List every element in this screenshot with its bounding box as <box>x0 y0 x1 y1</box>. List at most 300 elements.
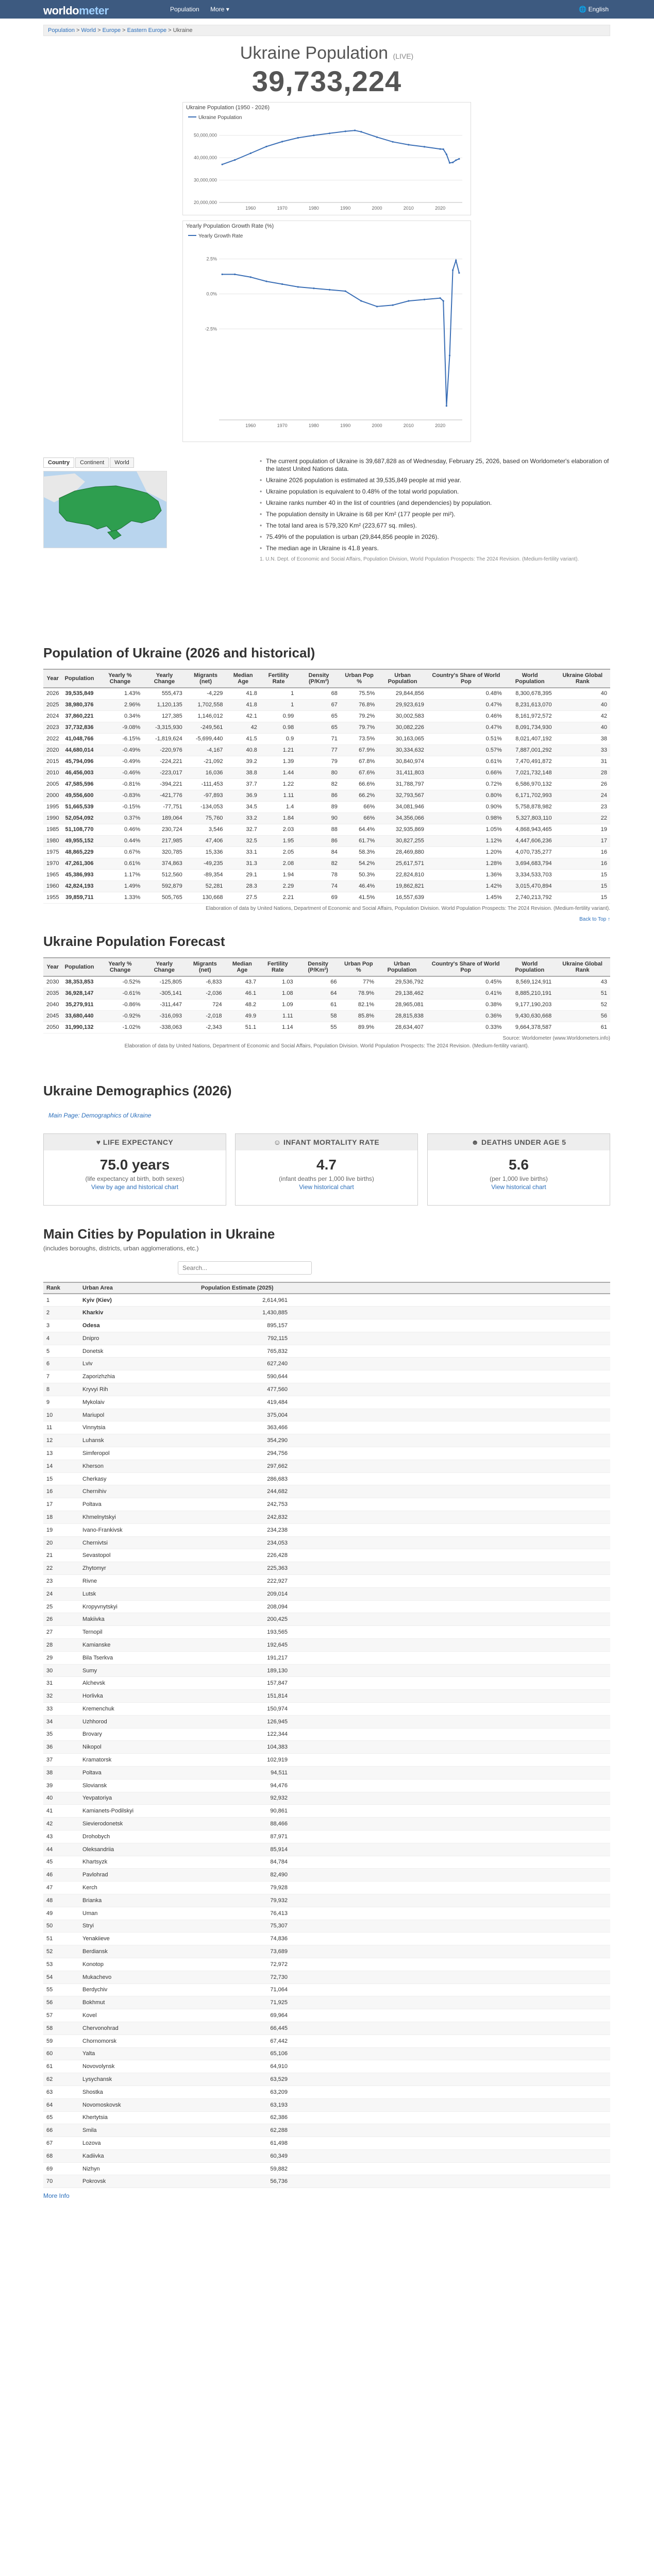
table-cell: 505,765 <box>143 892 185 903</box>
city-population: 73,689 <box>198 1945 291 1958</box>
city-rank: 66 <box>43 2124 79 2137</box>
breadcrumb-eastern-europe[interactable]: Eastern Europe <box>127 27 167 33</box>
table-row <box>43 1010 610 1022</box>
city-name: Kamianske <box>79 1639 198 1652</box>
table-cell: 0.38% <box>427 999 505 1010</box>
table-cell: 42 <box>226 722 260 733</box>
table-cell: 38,980,376 <box>62 699 96 710</box>
table-cell: 1.17% <box>97 869 144 880</box>
table-cell: 28,469,880 <box>378 846 427 858</box>
city-name: Kramatorsk <box>79 1754 198 1767</box>
table-cell: 2022 <box>43 733 62 744</box>
table-cell: -0.52% <box>97 976 144 988</box>
infant-mortality-link[interactable]: View historical chart <box>299 1183 354 1191</box>
city-name: Shostka <box>79 2086 198 2098</box>
table-cell: -2,343 <box>185 1022 225 1033</box>
table-cell: -77,751 <box>143 801 185 812</box>
city-rank: 23 <box>43 1575 79 1588</box>
city-name: Zhytomyr <box>79 1562 198 1575</box>
city-name: Lviv <box>79 1358 198 1370</box>
table-row <box>43 2111 610 2124</box>
table-cell: -311,447 <box>144 999 185 1010</box>
fc-header: Urban Population <box>377 958 427 976</box>
table-cell: 1.11 <box>259 1010 296 1022</box>
demographics-cards <box>43 1133 610 1206</box>
fact-share: • Ukraine population is equivalent to 0.48% of the total world population. <box>260 488 610 496</box>
city-name: Uzhhorod <box>79 1715 198 1728</box>
tab-continent[interactable]: Continent <box>75 457 109 468</box>
table-cell: 38 <box>555 733 610 744</box>
table-cell: 3,546 <box>186 824 226 835</box>
city-population: 765,832 <box>198 1345 291 1358</box>
data-point <box>449 354 450 356</box>
table-cell: 0.47% <box>427 722 505 733</box>
table-row <box>43 1945 610 1958</box>
data-point <box>360 131 362 132</box>
data-point <box>443 300 444 301</box>
table-cell: 66% <box>341 801 378 812</box>
table-cell: 7,887,001,292 <box>505 744 555 756</box>
table-cell: 1.21 <box>260 744 297 756</box>
table-cell: 65 <box>297 710 341 722</box>
table-cell: 724 <box>185 999 225 1010</box>
table-cell: 0.90% <box>427 801 505 812</box>
city-name: Uman <box>79 1907 198 1920</box>
table-cell: 2040 <box>43 999 62 1010</box>
data-point <box>392 141 394 143</box>
table-cell: 39,535,849 <box>62 688 96 699</box>
cities-table <box>43 1282 610 2188</box>
city-name: Chernivtsi <box>79 1536 198 1549</box>
population-chart-svg <box>183 113 471 214</box>
table-cell: 38.8 <box>226 767 260 778</box>
table-cell: 0.80% <box>427 790 505 801</box>
city-name: Kharkiv <box>79 1307 198 1319</box>
city-population: 226,428 <box>198 1549 291 1562</box>
table-cell: 64.4% <box>341 824 378 835</box>
table-cell: 40 <box>555 699 610 710</box>
table-cell: 41.8 <box>226 688 260 699</box>
city-population: 104,383 <box>198 1741 291 1754</box>
table-cell: 28,634,407 <box>377 1022 427 1033</box>
table-row <box>43 1523 610 1536</box>
table-cell: 1.20% <box>427 846 505 858</box>
more-info-link[interactable]: More Info <box>43 2192 70 2200</box>
city-population: 2,614,961 <box>198 1294 291 1307</box>
table-row <box>43 1421 610 1434</box>
deaths-under-5-value: 5.6 <box>509 1157 529 1173</box>
col-urban-area[interactable]: Urban Area <box>79 1282 198 1294</box>
fact-current: • The current population of Ukraine is 39,687,828 as of Wednesday, February 25, 2026, based on Worldometer's elaboration of the latest United Nations data. <box>260 457 610 473</box>
y-tick-label: 30,000,000 <box>193 177 217 183</box>
table-cell: 67.8% <box>341 756 378 767</box>
table-cell: -0.61% <box>97 988 144 999</box>
table-cell: 52,281 <box>186 880 226 892</box>
city-name: Luhansk <box>79 1434 198 1447</box>
city-population: 192,645 <box>198 1639 291 1652</box>
table-row <box>43 1370 610 1383</box>
table-cell: 77 <box>297 744 341 756</box>
city-rank: 32 <box>43 1690 79 1703</box>
table-cell: -111,453 <box>186 778 226 790</box>
x-tick-label: 2000 <box>372 423 382 428</box>
table-row <box>43 1511 610 1524</box>
table-cell: -224,221 <box>143 756 185 767</box>
table-row <box>43 1677 610 1690</box>
city-name: Rivne <box>79 1575 198 1588</box>
table-cell: 48,865,229 <box>62 846 96 858</box>
table-cell: 46.1 <box>225 988 260 999</box>
table-cell: 0.72% <box>427 778 505 790</box>
deaths-under-5-link[interactable]: View historical chart <box>491 1183 546 1191</box>
table-cell: -1.02% <box>97 1022 144 1033</box>
tab-world[interactable]: World <box>110 457 134 468</box>
table-cell: 16,036 <box>186 767 226 778</box>
city-name: Simferopol <box>79 1447 198 1460</box>
table-row <box>43 1639 610 1652</box>
table-cell: 26 <box>555 778 610 790</box>
table-cell: 189,064 <box>143 812 185 824</box>
table-cell: 2023 <box>43 722 62 733</box>
breadcrumb-population[interactable]: Population <box>48 27 75 33</box>
table-cell: 77% <box>340 976 378 988</box>
table-cell: 1.95 <box>260 835 297 846</box>
city-population: 286,683 <box>198 1472 291 1485</box>
city-population: 1,430,885 <box>198 1307 291 1319</box>
breadcrumb-current: Ukraine <box>173 27 193 33</box>
table-cell: 17 <box>555 835 610 846</box>
city-population: 63,529 <box>198 2073 291 2086</box>
table-cell: 2010 <box>43 767 62 778</box>
table-cell: -316,093 <box>144 1010 185 1022</box>
table-cell: 67.9% <box>341 744 378 756</box>
table-cell: -305,141 <box>144 988 185 999</box>
table-cell: 28 <box>555 767 610 778</box>
data-point <box>449 162 450 164</box>
table-row <box>43 1307 610 1319</box>
table-cell: 1.28% <box>427 858 505 869</box>
demographics-main-link[interactable]: Main Page: Demographics of Ukraine <box>48 1112 152 1119</box>
city-population: 354,290 <box>198 1434 291 1447</box>
table-cell: 56 <box>555 1010 610 1022</box>
fc-header: Country's Share of World Pop <box>427 958 505 976</box>
table-cell: 2020 <box>43 744 62 756</box>
table-cell: 84 <box>297 846 341 858</box>
table-row <box>43 858 610 869</box>
table-cell: 89.9% <box>340 1022 378 1033</box>
city-rank: 55 <box>43 1984 79 1996</box>
data-point <box>281 141 283 142</box>
fc-header: Year <box>43 958 62 976</box>
fc-header: Fertility Rate <box>259 958 296 976</box>
table-cell: 9,177,190,203 <box>505 999 555 1010</box>
city-name: Poltava <box>79 1766 198 1779</box>
hist-header: Ukraine Global Rank <box>555 669 610 688</box>
table-cell: 46,456,003 <box>62 767 96 778</box>
table-cell: 41,048,766 <box>62 733 96 744</box>
city-population: 88,466 <box>198 1818 291 1831</box>
fact-median-age: • The median age in Ukraine is 41.8 years. <box>260 545 610 552</box>
table-cell: 1.36% <box>427 869 505 880</box>
table-cell: -4,167 <box>186 744 226 756</box>
table-cell: 54.2% <box>341 858 378 869</box>
table-cell: 2.96% <box>97 699 144 710</box>
data-point <box>392 304 394 306</box>
table-cell: 74 <box>297 880 341 892</box>
city-rank: 9 <box>43 1396 79 1409</box>
x-tick-label: 2000 <box>372 206 382 211</box>
city-population: 225,363 <box>198 1562 291 1575</box>
data-point <box>376 306 378 307</box>
table-cell: 1970 <box>43 858 62 869</box>
data-point <box>297 137 299 139</box>
table-cell: 16 <box>555 858 610 869</box>
breadcrumb-europe[interactable]: Europe <box>102 27 121 33</box>
city-population: 69,964 <box>198 2009 291 2022</box>
table-cell: 66% <box>341 812 378 824</box>
city-population: 64,910 <box>198 2060 291 2073</box>
hist-header: Urban Population <box>378 669 427 688</box>
table-cell: 3,334,533,703 <box>505 869 555 880</box>
table-row <box>43 1294 610 1307</box>
table-row <box>43 892 610 903</box>
city-rank: 27 <box>43 1626 79 1639</box>
table-cell: 2005 <box>43 778 62 790</box>
table-row <box>43 699 610 710</box>
table-cell: 0.34% <box>97 710 144 722</box>
table-cell: 1955 <box>43 892 62 903</box>
table-cell: 34,356,066 <box>378 812 427 824</box>
table-cell: 51 <box>555 988 610 999</box>
table-cell: 65 <box>297 722 341 733</box>
city-rank: 67 <box>43 2137 79 2150</box>
table-cell: 0.57% <box>427 744 505 756</box>
nav-population[interactable]: Population <box>170 6 199 13</box>
table-cell: 58.3% <box>341 846 378 858</box>
child-icon: ☻ <box>471 1138 479 1146</box>
table-cell: 51,665,539 <box>62 801 96 812</box>
table-cell: 1.33% <box>97 892 144 903</box>
table-cell: 1,702,558 <box>186 699 226 710</box>
city-name: Yalta <box>79 2047 198 2060</box>
city-rank: 39 <box>43 1779 79 1792</box>
table-cell: -3,315,930 <box>143 722 185 733</box>
table-cell: 69 <box>297 892 341 903</box>
data-point <box>329 132 330 134</box>
city-name: Bila Tserkva <box>79 1651 198 1664</box>
nav-more[interactable]: More ▾ <box>210 6 229 13</box>
table-cell: 79.7% <box>341 722 378 733</box>
city-name: Pokrovsk <box>79 2175 198 2188</box>
table-cell: 1.12% <box>427 835 505 846</box>
city-name: Berdiansk <box>79 1945 198 1958</box>
city-rank: 5 <box>43 1345 79 1358</box>
city-rank: 62 <box>43 2073 79 2086</box>
city-rank: 64 <box>43 2098 79 2111</box>
table-cell: 45,386,993 <box>62 869 96 880</box>
forecast-section-title: Ukraine Population Forecast <box>43 934 225 949</box>
table-cell: 39.2 <box>226 756 260 767</box>
data-point <box>234 274 236 275</box>
city-population: 242,832 <box>198 1511 291 1524</box>
table-cell: 37.7 <box>226 778 260 790</box>
fc-header: Urban Pop % <box>340 958 378 976</box>
city-rank: 56 <box>43 1996 79 2009</box>
table-cell: 37,860,221 <box>62 710 96 722</box>
city-rank: 36 <box>43 1741 79 1754</box>
table-cell: 0.36% <box>427 1010 505 1022</box>
city-population: 242,753 <box>198 1498 291 1511</box>
table-cell: 2026 <box>43 688 62 699</box>
table-row <box>43 846 610 858</box>
table-cell: 1.05% <box>427 824 505 835</box>
city-name: Sievierodonetsk <box>79 1818 198 1831</box>
city-rank: 49 <box>43 1907 79 1920</box>
table-cell: 1.84 <box>260 812 297 824</box>
city-rank: 40 <box>43 1792 79 1805</box>
table-row <box>43 1600 610 1613</box>
table-row <box>43 1741 610 1754</box>
table-cell: 35,279,911 <box>62 999 96 1010</box>
table-cell: 2.08 <box>260 858 297 869</box>
table-row <box>43 1434 610 1447</box>
city-name: Nizhyn <box>79 2162 198 2175</box>
fc-header: Population <box>62 958 96 976</box>
city-rank: 60 <box>43 2047 79 2060</box>
ukraine-map[interactable] <box>43 471 167 548</box>
city-population: 82,490 <box>198 1869 291 1882</box>
table-cell: 42.1 <box>226 710 260 722</box>
table-cell: 30,163,065 <box>378 733 427 744</box>
table-cell: 46.4% <box>341 880 378 892</box>
col-population[interactable]: Population Estimate (2025) <box>198 1282 291 1294</box>
table-cell: 2024 <box>43 710 62 722</box>
table-cell: 9,430,630,668 <box>505 1010 555 1022</box>
city-name: Brovary <box>79 1728 198 1741</box>
table-cell: 1960 <box>43 880 62 892</box>
table-cell: 33,680,440 <box>62 1010 96 1022</box>
table-cell: 1,146,012 <box>186 710 226 722</box>
table-row <box>43 1472 610 1485</box>
cities-table-wrap <box>43 1282 610 2199</box>
infant-mortality-value: 4.7 <box>316 1157 337 1173</box>
map-tabs <box>43 457 135 468</box>
city-rank: 43 <box>43 1830 79 1843</box>
table-cell: 6,586,970,132 <box>505 778 555 790</box>
life-expectancy-link[interactable]: View by age and historical chart <box>91 1183 179 1191</box>
table-cell: 23 <box>555 801 610 812</box>
col-rank[interactable]: Rank <box>43 1282 79 1294</box>
table-cell: 3,694,683,794 <box>505 858 555 869</box>
city-rank: 7 <box>43 1370 79 1383</box>
table-cell: 1.44 <box>260 767 297 778</box>
data-point <box>452 162 454 163</box>
city-name: Ternopil <box>79 1626 198 1639</box>
table-cell: 1975 <box>43 846 62 858</box>
fc-header: Density (P/Km²) <box>296 958 340 976</box>
hist-header: World Population <box>505 669 555 688</box>
table-cell: 36.9 <box>226 790 260 801</box>
card-deaths-under-5: ☻ DEATHS UNDER AGE 5 5.6 (per 1,000 live births) View historical chart <box>427 1133 610 1206</box>
x-tick-label: 1990 <box>340 423 351 428</box>
table-row <box>43 1485 610 1498</box>
city-population: 79,932 <box>198 1894 291 1907</box>
data-point <box>443 148 444 150</box>
table-cell: 68 <box>297 688 341 699</box>
table-cell: -249,561 <box>186 722 226 733</box>
table-row <box>43 733 610 744</box>
y-tick-label: 40,000,000 <box>193 155 217 161</box>
table-cell: 64 <box>296 988 340 999</box>
top-bar <box>0 0 654 19</box>
table-cell: 0.46% <box>97 824 144 835</box>
table-cell: -6.15% <box>97 733 144 744</box>
table-cell: 1.08 <box>259 988 296 999</box>
table-row <box>43 1754 610 1767</box>
table-cell: 127,385 <box>143 710 185 722</box>
table-cell: 512,560 <box>143 869 185 880</box>
table-row <box>43 1933 610 1945</box>
table-cell: 19 <box>555 824 610 835</box>
table-row <box>43 869 610 880</box>
table-cell: 29,844,856 <box>378 688 427 699</box>
table-row <box>43 1383 610 1396</box>
city-name: Stryi <box>79 1920 198 1933</box>
city-name: Kamianets-Podilskyi <box>79 1805 198 1818</box>
table-cell: 43.7 <box>225 976 260 988</box>
city-rank: 57 <box>43 2009 79 2022</box>
cities-search-input[interactable] <box>178 1261 312 1275</box>
city-rank: 2 <box>43 1307 79 1319</box>
city-name: Mariupol <box>79 1409 198 1421</box>
back-to-top-link[interactable]: Back to Top ↑ <box>579 916 610 922</box>
x-tick-label: 1970 <box>277 423 288 428</box>
city-population: 895,157 <box>198 1319 291 1332</box>
city-rank: 61 <box>43 2060 79 2073</box>
table-cell: 79 <box>297 756 341 767</box>
data-point <box>458 158 460 160</box>
table-cell: 28,965,081 <box>377 999 427 1010</box>
city-name: Lozova <box>79 2137 198 2150</box>
breadcrumb-world[interactable]: World <box>81 27 96 33</box>
table-row <box>43 2137 610 2150</box>
hist-header: Yearly Change <box>143 669 185 688</box>
table-row <box>43 880 610 892</box>
city-population: 477,560 <box>198 1383 291 1396</box>
tab-country[interactable]: Country <box>43 457 74 468</box>
city-population: 157,847 <box>198 1677 291 1690</box>
city-name: Poltava <box>79 1498 198 1511</box>
city-name: Alchevsk <box>79 1677 198 1690</box>
language-selector[interactable]: 🌐 English <box>579 6 609 13</box>
table-cell: -223,017 <box>143 767 185 778</box>
site-logo[interactable]: worldometer <box>43 4 109 17</box>
city-rank: 35 <box>43 1728 79 1741</box>
table-cell: -4,229 <box>186 688 226 699</box>
table-row <box>43 1575 610 1588</box>
data-point <box>446 154 447 155</box>
hist-header: Country's Share of World Pop <box>427 669 505 688</box>
city-name: Cherkasy <box>79 1472 198 1485</box>
hist-header: Population <box>62 669 96 688</box>
table-row <box>43 1690 610 1703</box>
city-population: 191,217 <box>198 1651 291 1664</box>
table-cell: 49,556,600 <box>62 790 96 801</box>
city-name: Novovolynsk <box>79 2060 198 2073</box>
table-cell: 2.03 <box>260 824 297 835</box>
growth-rate-chart <box>182 221 471 442</box>
growth-rate-chart-svg <box>183 231 471 440</box>
